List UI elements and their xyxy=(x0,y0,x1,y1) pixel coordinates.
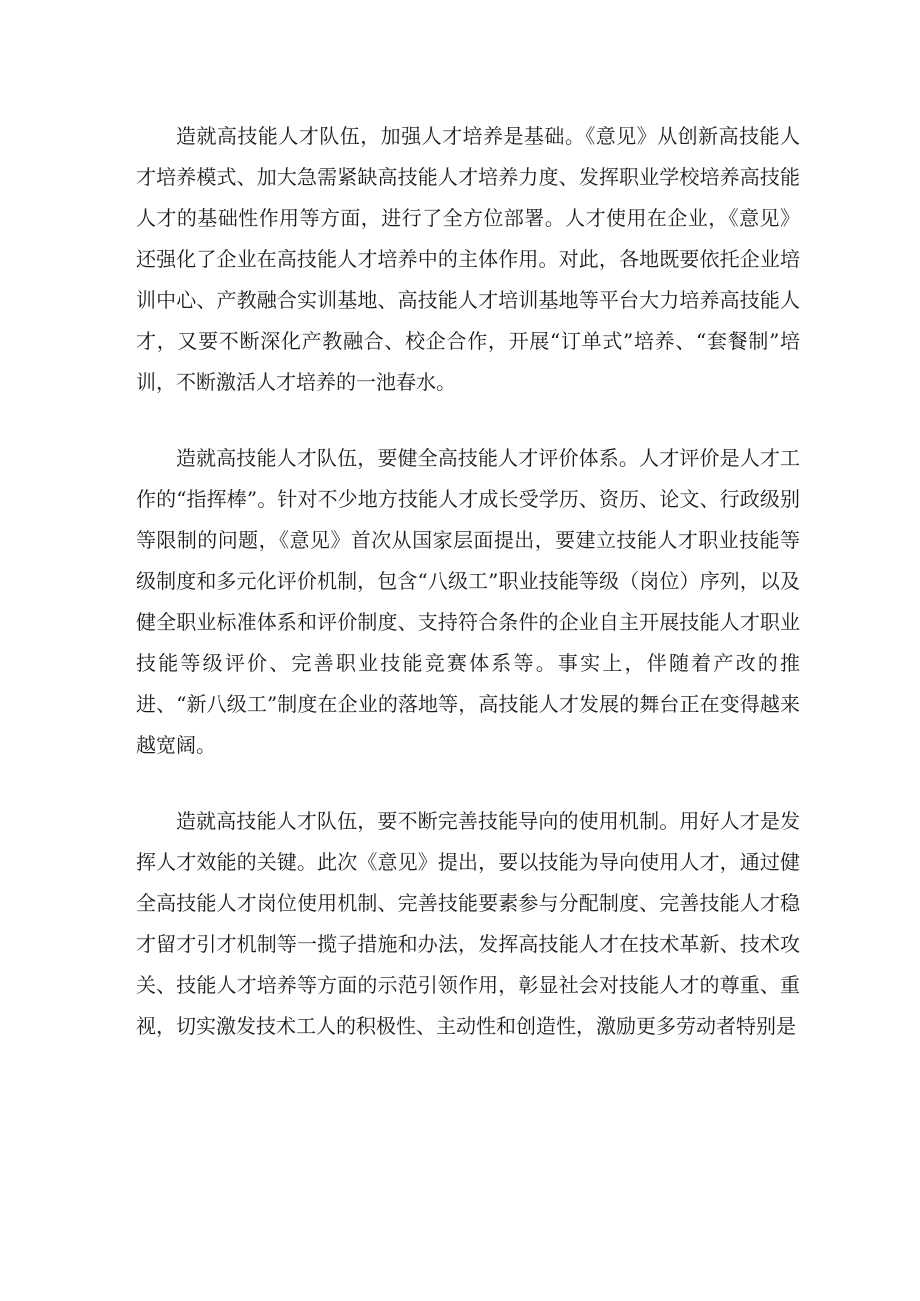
paragraph-talent-evaluation: 造就高技能人才队伍，要健全高技能人才评价体系。人才评价是人才工作的“指挥棒”。针对不少地方技能人才成长受学历、资历、论文、行政级别等限制的问题，《意见》首次从国家层面提出，要建立技能人才职业技能等级制度和多元化评价机制，包含“八级工”职业技能等级（岗位）序列，以及健全职业标准体系和评价制度、支持符合条件的企业自主开展技能人才职业技能等级评价、完善职业技能竞赛体系等。事实上，伴随着产改的推进、“新八级工”制度在企业的落地等，高技能人才发展的舞台正在变得越来越宽阔。 xyxy=(136,446,800,757)
paragraph-talent-cultivation: 造就高技能人才队伍，加强人才培养是基础。《意见》从创新高技能人才培养模式、加大急需紧缺高技能人才培养力度、发挥职业学校培养高技能人才的基础性作用等方面，进行了全方位部署。人才使用在企业，《意见》还强化了企业在高技能人才培养中的主体作用。对此，各地既要依托企业培训中心、产教融合实训基地、高技能人才培训基地等平台大力培养高技能人才，又要不断深化产教融合、校企合作，开展“订单式”培养、“套餐制”培训，不断激活人才培养的一池春水。 xyxy=(136,124,800,394)
paragraph-talent-usage: 造就高技能人才队伍，要不断完善技能导向的使用机制。用好人才是发挥人才效能的关键。此次《意见》提出，要以技能为导向使用人才，通过健全高技能人才岗位使用机制、完善技能要素参与分配制度、完善技能人才稳才留才引才机制等一揽子措施和办法，发挥高技能人才在技术革新、技术攻关、技能人才培养等方面的示范引领作用，彰显社会对技能人才的尊重、重视，切实激发技术工人的积极性、主动性和创造性，激励更多劳动者特别是 xyxy=(136,809,800,1038)
document-body xyxy=(136,116,800,1082)
